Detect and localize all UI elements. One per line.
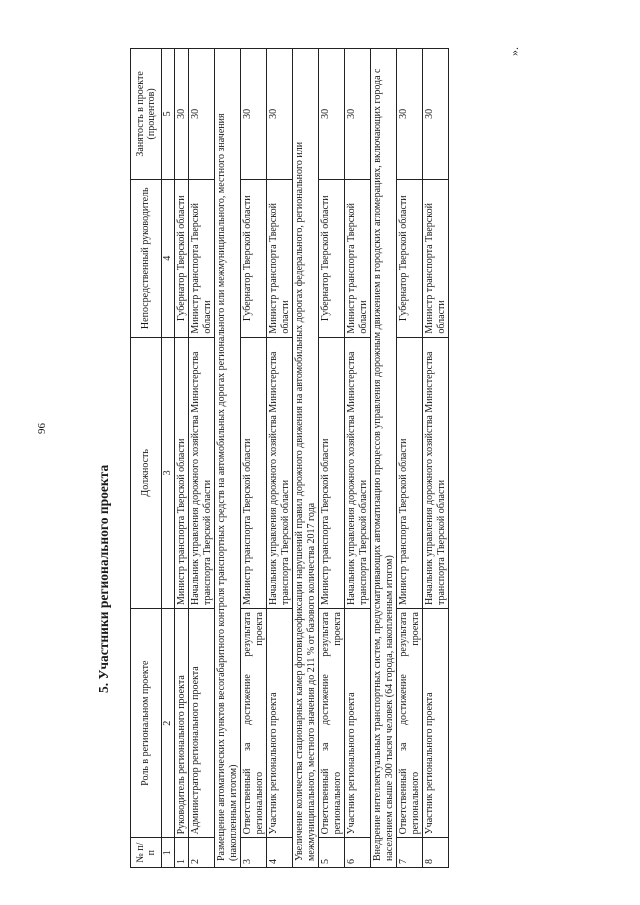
column-header-supervisor: Непосредственный руководитель [131,179,162,337]
row-number: 4 [267,838,293,868]
row-number: 5 [319,838,345,868]
row-role: Администратор регионального проекта [189,609,215,838]
group-heading-row [215,49,241,868]
column-header-position: Должность [131,337,162,608]
group-heading: Размещение автоматических пунктов весогабаритного контроля транспортных средств на автомобильных дорогах регионального или межмуниципального, местного значения (накопленным итогом) [215,49,241,868]
row-share: 30 [345,49,371,180]
table-row [189,49,215,868]
row-number: 6 [345,838,371,868]
row-supervisor: Губернатор Тверской области [174,179,189,337]
row-number: 3 [241,838,267,868]
row-supervisor: Министр транспорта Тверской области [345,179,371,337]
table-row [241,49,267,868]
page-number: 96 [36,423,48,434]
row-supervisor: Губернатор Тверской области [241,179,267,337]
rotated-page-content [95,48,449,868]
column-index: 4 [162,179,175,337]
row-role: Ответственный за достижение результата регионального проекта [241,609,267,838]
closing-quote-mark: ». [507,47,521,56]
row-share: 30 [423,49,449,180]
group-heading-row [293,49,319,868]
table-row [174,49,189,868]
group-heading-row [371,49,397,868]
table-row [319,49,345,868]
row-supervisor: Губернатор Тверской области [319,179,345,337]
row-role: Участник регионального проекта [267,609,293,838]
row-position: Министр транспорта Тверской области [397,337,423,608]
row-role: Ответственный за достижение результата регионального проекта [319,609,345,838]
section-title: 5. Участники регионального проекта [96,464,111,693]
table-header-row [131,49,162,868]
column-index: 3 [162,337,175,608]
row-role: Руководитель регионального проекта [174,609,189,838]
row-position: Министр транспорта Тверской области [241,337,267,608]
column-index-row [162,49,175,868]
column-index: 2 [162,609,175,838]
row-share: 30 [189,49,215,180]
row-share: 30 [397,49,423,180]
row-supervisor: Губернатор Тверской области [397,179,423,337]
row-role: Ответственный за достижение результата регионального проекта [397,609,423,838]
row-position: Начальник управления дорожного хозяйства Министерства транспорта Тверской области [267,337,293,608]
table-row [397,49,423,868]
row-role: Участник регионального проекта [423,609,449,838]
row-share: 30 [241,49,267,180]
row-position: Начальник управления дорожного хозяйства Министерства транспорта Тверской области [345,337,371,608]
group-heading: Внедрение интеллектуальных транспортных систем, предусматривающих автоматизацию процессов управления дорожным движением в городских агломерациях, включающих города с населением свыше 300 тысяч человек (64 города, накопленным итогом) [371,49,397,868]
row-role: Участник регионального проекта [345,609,371,838]
row-number: 2 [189,838,215,868]
row-supervisor: Министр транспорта Тверской области [189,179,215,337]
row-position: Министр транспорта Тверской области [319,337,345,608]
row-share: 30 [267,49,293,180]
row-number: 8 [423,838,449,868]
row-number: 7 [397,838,423,868]
table-row [423,49,449,868]
row-position: Начальник управления дорожного хозяйства Министерства транспорта Тверской области [189,337,215,608]
row-position: Начальник управления дорожного хозяйства Министерства транспорта Тверской области [423,337,449,608]
row-position: Министр транспорта Тверской области [174,337,189,608]
participants-table [130,48,449,868]
row-share: 30 [174,49,189,180]
column-index: 5 [162,49,175,180]
row-supervisor: Министр транспорта Тверской области [423,179,449,337]
column-header-role: Роль в региональном проекте [131,609,162,838]
row-share: 30 [319,49,345,180]
column-header-share: Занятость в проекте (процентов) [131,49,162,180]
row-supervisor: Министр транспорта Тверской области [267,179,293,337]
column-header-num: № п/п [131,838,162,868]
table-row [345,49,371,868]
row-number: 1 [174,838,189,868]
group-heading: Увеличение количества стационарных камер фотовидеофиксации нарушений правил дорожного движения на автомобильных дорогах федерального, регионального или межмуниципального, местного значения до 211 % от базового количества 2017 года [293,49,319,868]
table-row [267,49,293,868]
column-index: 1 [162,838,175,868]
